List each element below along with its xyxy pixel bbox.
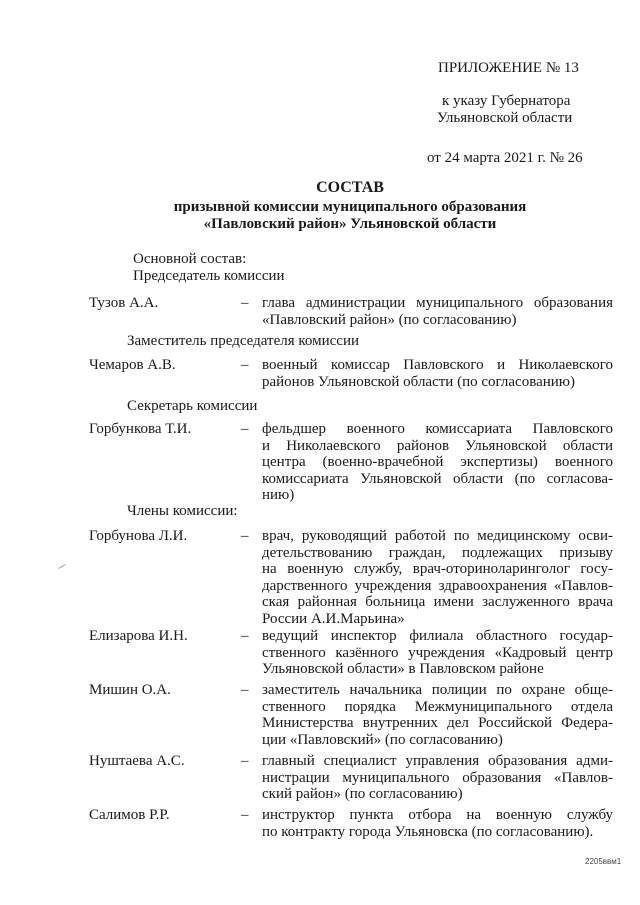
region-name: Ульяновской области: [437, 110, 573, 126]
member-name: Горбунова Л.И.: [89, 528, 188, 544]
document-code: 2205ввм1: [585, 857, 622, 866]
member-name: Горбункова Т.И.: [89, 421, 192, 437]
member-position: фельдшер военного комиссариата Павловского и Николаевского районов Ульяновской области центра (военно-врачебной экспертизы) военного комиссариата Ульяновской области (по согласова- нию): [262, 421, 613, 503]
separator-dash: –: [241, 753, 249, 769]
separator-dash: –: [241, 528, 249, 544]
member-position: главный специалист управления образования адми- нистрации муниципального образования «Павлов- ский район» (по согласованию): [262, 753, 613, 802]
section-chairman: Председатель комиссии: [133, 268, 285, 284]
decree-reference: к указу Губернатора: [442, 93, 571, 109]
section-main-staff: Основной состав:: [133, 251, 247, 267]
scan-mark: [58, 564, 65, 569]
member-position: ведущий инспектор филиала областного государ- ственного казённого учреждения «Кадровый центр Ульяновской области» в Павловском районе: [262, 628, 613, 677]
member-position: глава администрации муниципального образования «Павловский район» (по согласованию): [262, 295, 613, 328]
separator-dash: –: [241, 421, 249, 437]
document-subtitle-line-1: призывной комиссии муниципального образования: [173, 199, 527, 215]
section-deputy: Заместитель председателя комиссии: [127, 333, 360, 349]
section-secretary: Секретарь комиссии: [127, 398, 258, 414]
member-position: заместитель начальника полиции по охране обще- ственного порядка Межмуниципального отдела Министерства внутренних дел Российской Федера- ции «Павловский» (по согласованию): [262, 682, 613, 748]
document-subtitle-line-2: «Павловский район» Ульяновской области: [203, 216, 497, 232]
separator-dash: –: [241, 682, 249, 698]
separator-dash: –: [241, 295, 249, 311]
separator-dash: –: [241, 628, 249, 644]
separator-dash: –: [241, 357, 249, 373]
appendix-number: ПРИЛОЖЕНИЕ № 13: [438, 60, 579, 76]
member-position: инструктор пункта отбора на военную службу по контракту города Ульяновска (по согласованию).: [262, 807, 613, 840]
member-name: Чемаров А.В.: [89, 357, 176, 373]
member-name: Салимов Р.Р.: [89, 807, 170, 823]
section-members: Члены комиссии:: [127, 503, 238, 519]
member-position: врач, руководящий работой по медицинскому осви- детельствованию граждан, подлежащих призыву на военную службу, врач-оториноларинголог госу- дарственного учреждения здравоохранения «Павлов- ская районная больница имени заслуженного врача России А.И.Марьина»: [262, 528, 613, 627]
member-name: Тузов А.А.: [89, 295, 159, 311]
document-title: СОСТАВ: [316, 179, 384, 196]
member-name: Мишин О.А.: [89, 682, 171, 698]
separator-dash: –: [241, 807, 249, 823]
decree-date: от 24 марта 2021 г. № 26: [427, 150, 583, 166]
member-name: Елизарова И.Н.: [89, 628, 188, 644]
member-name: Нуштаева А.С.: [89, 753, 185, 769]
member-position: военный комиссар Павловского и Николаевского районов Ульяновской области (по согласованию): [262, 357, 613, 390]
